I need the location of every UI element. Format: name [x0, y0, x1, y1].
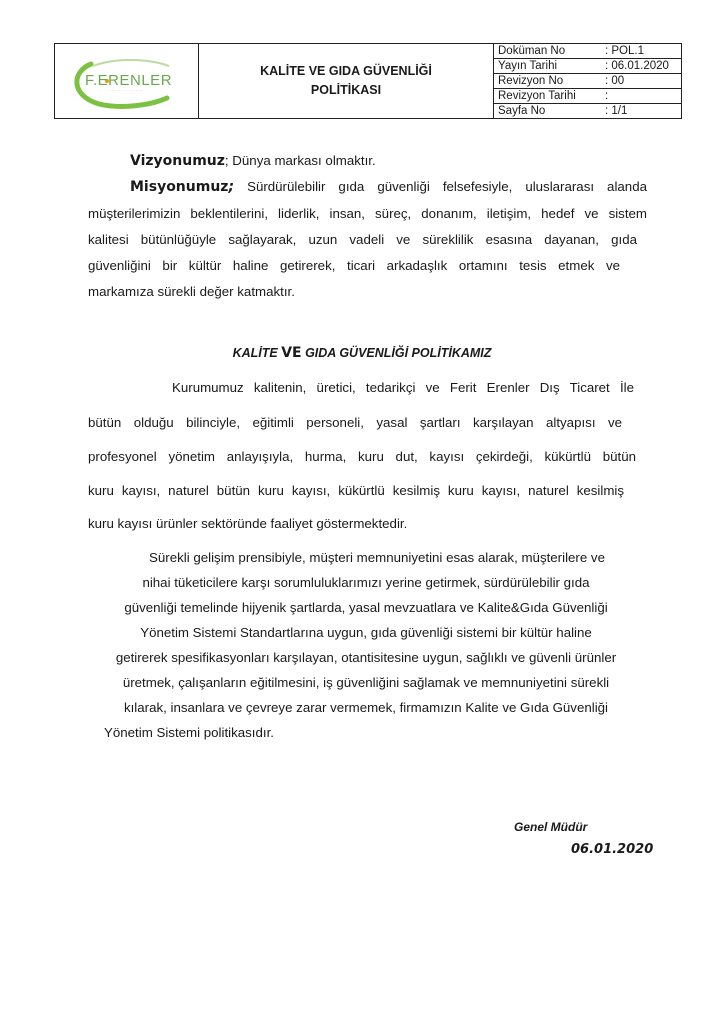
meta-value: : 00 — [605, 75, 625, 87]
meta-value: : 1/1 — [605, 105, 628, 117]
document-header — [54, 43, 682, 119]
document-title-line2: POLİTİKASI — [310, 83, 382, 97]
meta-value: : 06.01.2020 — [605, 60, 669, 72]
meta-row-publish-date — [494, 59, 681, 74]
policy-title-ve: VE — [281, 345, 302, 361]
policy-p2-line-7: kılarak, insanlara ve çevreye zarar vermemek, firmamızın Kalite ve Gıda Güvenliği — [123, 700, 609, 715]
mission-text: Sürdürülebilir gıda güvenliği felsefesiyle, uluslararası alanda — [247, 179, 647, 194]
meta-value: : — [605, 90, 609, 102]
mission-line-2: müşterilerimizin beklentilerini, liderlik, insan, süreç, donanım, iletişim, hedef ve sistem — [88, 206, 647, 221]
policy-p2-line-6: üretmek, çalışanların eğitilmesini, iş güvenliğini sağlamak ve memnuniyetini sürekli — [122, 675, 610, 690]
meta-value: : POL.1 — [605, 45, 644, 57]
vision-statement — [130, 153, 376, 169]
policy-p1-line-5: kuru kayısı ürünler sektöründe faaliyet göstermektedir. — [88, 516, 408, 531]
policy-p2-line-4: Yönetim Sistemi Standartlarına uygun, gıda güvenliği sistemi bir kültür haline — [140, 625, 592, 640]
mission-semicolon: ; — [228, 179, 235, 195]
document-title — [199, 44, 494, 118]
meta-label: Doküman No — [498, 45, 566, 57]
svg-text:· · · · · · · · · · · · · ·: · · · · · · · · · · · · · · — [109, 88, 143, 93]
mission-line-3: kalitesi bütünlüğüyle sağlayarak, uzun vadeli ve süreklilik esasına dayanan, gıda — [88, 232, 637, 247]
policy-p2-line-2: nihai tüketicilere karşı sorumluluklarımızı yerine getirmek, sürdürülebilir gıda — [142, 575, 590, 590]
mission-label: Misyonumuz — [130, 179, 229, 195]
meta-label: Sayfa No — [498, 105, 546, 117]
document-meta-table — [494, 44, 681, 118]
policy-p1-line-4: kuru kayısı, naturel bütün kuru kayısı, kükürtlü kesilmiş kuru kayısı, naturel kesilmiş — [88, 483, 624, 498]
logo-wordmark: F.ERENLER — [85, 72, 173, 89]
erenler-logo-graphic — [69, 54, 185, 112]
signature-date: 06.01.2020 — [571, 842, 654, 857]
mission-line-1 — [130, 179, 647, 195]
policy-title — [0, 345, 724, 361]
policy-title-part2: GIDA GÜVENLİĞİ POLİTİKAMIZ — [301, 346, 492, 360]
meta-row-document-no — [494, 44, 681, 59]
meta-row-revision-date — [494, 89, 681, 104]
vision-text: ; Dünya markası olmaktır. — [224, 153, 376, 168]
policy-title-part1: KALİTE — [232, 346, 282, 360]
company-logo — [55, 44, 199, 118]
policy-p2-line-3: güvenliği temelinde hijyenik şartlarda, yasal mevzuatlara ve Kalite&Gıda Güvenliği — [124, 600, 608, 615]
mission-line-5: markamıza sürekli değer katmaktır. — [88, 284, 295, 299]
policy-p2-line-8: Yönetim Sistemi politikasıdır. — [104, 725, 274, 740]
policy-p1-line-1: Kurumumuz kalitenin, üretici, tedarikçi ve Ferit Erenler Dış Ticaret İle — [172, 380, 634, 395]
meta-label: Revizyon No — [498, 75, 564, 87]
signature-title: Genel Müdür — [514, 820, 588, 834]
policy-p2-line-1: Sürekli gelişim prensibiyle, müşteri memnuniyetini esas alarak, müşterilere ve — [149, 550, 605, 565]
meta-label: Yayın Tarihi — [498, 60, 558, 72]
policy-p1-line-2: bütün olduğu bilinciyle, eğitimli personeli, yasal şartları karşılayan altyapısı ve — [88, 415, 622, 430]
vision-label: Vizyonumuz — [130, 153, 225, 169]
policy-p2-line-5: getirerek spesifikasyonları karşılayan, otantisitesine uygun, sağlıklı ve güvenli ürünler — [115, 650, 617, 665]
mission-line-4: güvenliğini bir kültür haline getirerek, ticari arkadaşlık ortamını tesis etmek ve — [88, 258, 620, 273]
meta-label: Revizyon Tarihi — [498, 90, 576, 102]
meta-row-page-no — [494, 104, 681, 118]
meta-row-revision-no — [494, 74, 681, 89]
document-title-line1: KALİTE VE GIDA GÜVENLİĞİ — [260, 64, 432, 78]
policy-p1-line-3: profesyonel yönetim anlayışıyla, hurma, kuru dut, kayısı çekirdeği, kükürtlü bütün — [88, 449, 636, 464]
